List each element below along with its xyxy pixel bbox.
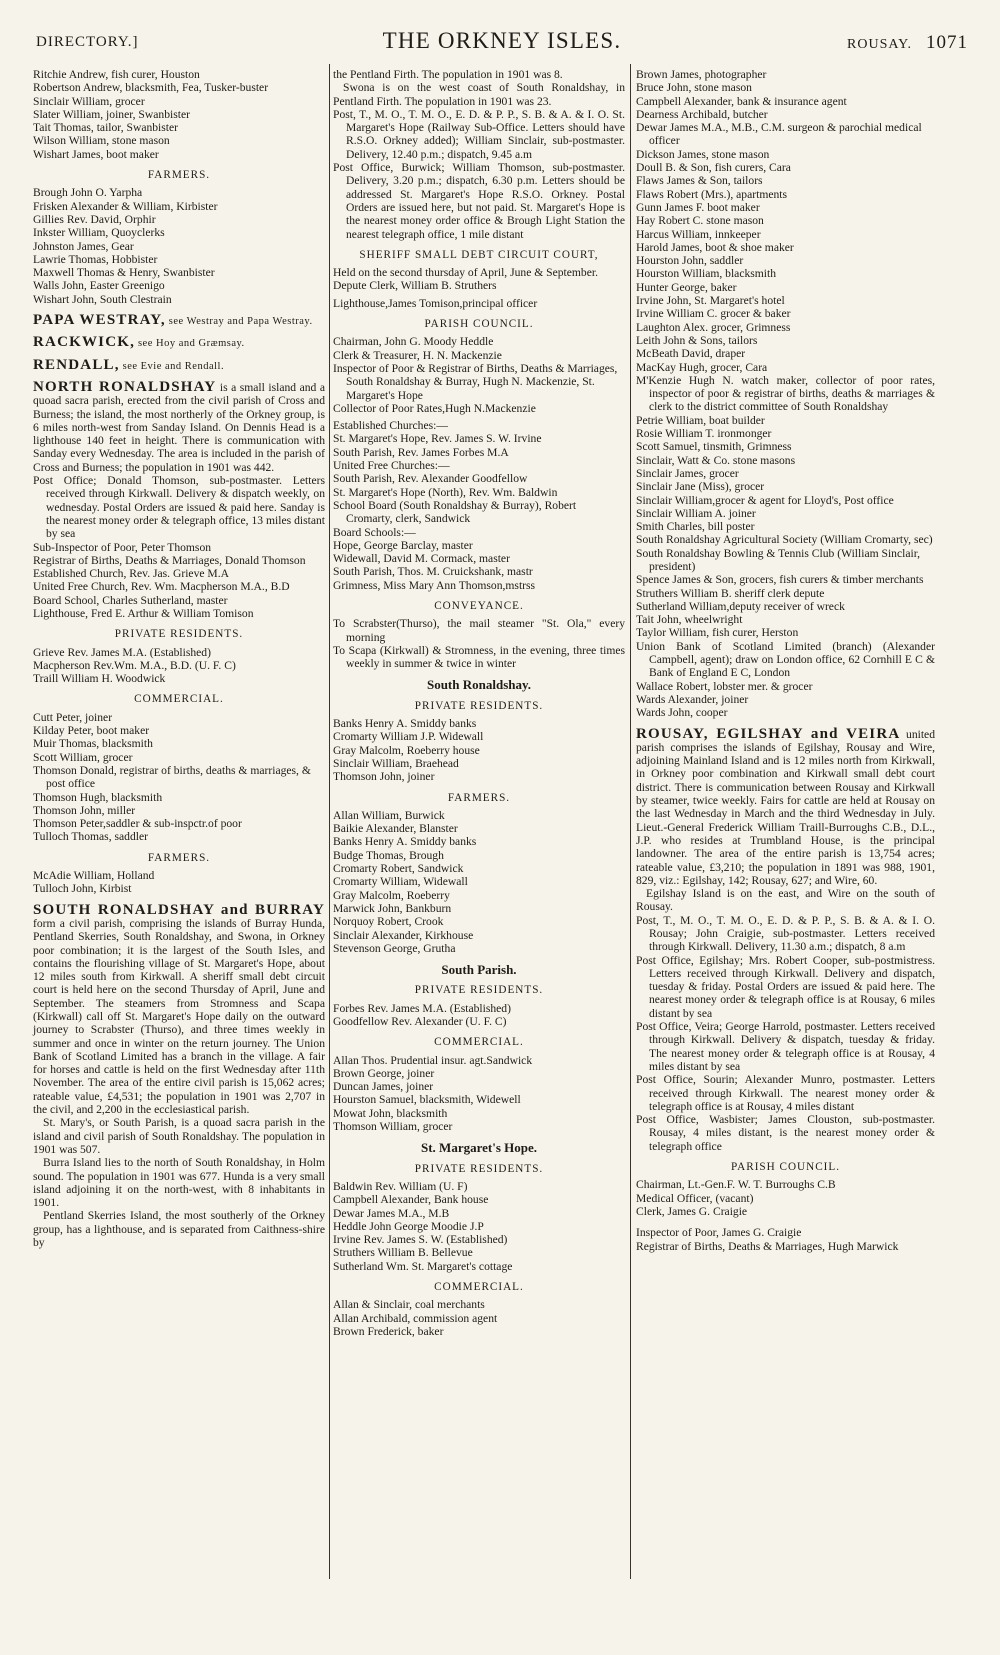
listing-entry: Post Office, Veira; George Harrold, postmaster. Letters received through Kirkwall. Delivery & dispatch, tuesday & friday. The nearest money order & telegraph office is at Rousay, 4 miles distant by sea [636, 1020, 935, 1073]
listing-entry: Heddle John George Moodie J.P [333, 1219, 484, 1233]
listing-entry: Tulloch Thomas, saddler [33, 830, 148, 844]
listing-entry: Post, T., M. O., T. M. O., E. D. & P. P., S. B. & A. & I. O. Rousay; John Craigie, sub-postmaster. Letters received through Kirkwall. Delivery, 11.30 a.m.; dispatch, 8 a.m [636, 913, 935, 954]
listing-entry: Sinclair William A. joiner [636, 506, 756, 520]
listing-entry: Post Office, Egilshay; Mrs. Robert Cooper, sub-postmistress. Letters received through Kirkwall. Delivery and dispatch, tuesday & friday. Postal Orders are issued & paid here. The nearest money order & telegraph office is at Rousay, 6 miles distant by sea [636, 953, 935, 1020]
listing-entry: Gillies Rev. David, Orphir [33, 212, 156, 226]
listing-entry: Grieve Rev. James M.A. (Established) [33, 645, 211, 659]
listing-entry: Wishart John, South Clestrain [33, 292, 172, 306]
section-heading: COMMERCIAL. [434, 1281, 524, 1294]
listing-entry: Post Office, Sourin; Alexander Munro, postmaster. Letters received through Kirkwall. The nearest money order & telegraph office is at Rousay, 4 miles distant [636, 1073, 935, 1113]
listing-entry: Tait John, wheelwright [636, 613, 743, 627]
column-2 [333, 68, 625, 1338]
section-heading: PRIVATE RESIDENTS. [414, 1162, 544, 1175]
section-heading: FARMERS. [147, 169, 211, 182]
column-1 [33, 68, 325, 1249]
listing-entry: Brown Frederick, baker [333, 1324, 444, 1338]
listing-entry: Allan William, Burwick [333, 808, 445, 822]
listing-entry: Widewall, David M. Cormack, master [333, 552, 510, 566]
section-heading: FARMERS. [147, 851, 211, 864]
place-description [636, 725, 935, 888]
listing-entry: Hope, George Barclay, master [333, 538, 473, 552]
listing-entry: Cromarty Robert, Sandwick [333, 862, 464, 876]
listing-entry: Bruce John, stone mason [636, 81, 752, 95]
listing-entry: Muir Thomas, blacksmith [33, 737, 153, 751]
listing-entry: Budge Thomas, Brough [333, 848, 444, 862]
listing-entry: Banks Henry A. Smiddy banks [333, 835, 477, 849]
listing-entry: Traill William H. Woodwick [33, 672, 166, 686]
listing-entry: Post Office; Donald Thomson, sub-postmaster. Letters received through Kirkwall. Delivery & dispatch weekly, on wednesday. Postal Orders are issued & paid here. Sanday is the nearest money order & telegraph office, 13 miles distant by sea [33, 474, 325, 541]
listing-entry: Forbes Rev. James M.A. (Established) [333, 1001, 511, 1015]
listing-entry: Medical Officer, (vacant) [636, 1191, 754, 1205]
listing-entry: Inkster William, Quoyclerks [33, 226, 165, 240]
listing-entry: Clerk, James G. Craigie [636, 1204, 748, 1218]
listing-entry: Union Bank of Scotland Limited (branch) (Alexander Campbell, agent); draw on London office, 62 Cornhill E C & Bank of England E C, London [636, 639, 935, 680]
listing-entry: Lighthouse,James Tomison,principal officer [333, 296, 538, 310]
listing-entry: Lighthouse, Fred E. Arthur & William Tomison [33, 606, 254, 620]
cross-reference [33, 336, 325, 350]
place-description: Burra Island lies to the north of South Ronaldshay, in Holm sound. The population in 1901 was 677. Hunda is a very small island adjoining it on the north-west, with 8 inhabitants in 1901. [33, 1156, 325, 1210]
listing-entry: Thomson Peter,saddler & sub-inspctr.of poor [33, 817, 242, 831]
listing-entry: M'Kenzie Hugh N. watch maker, collector of poor rates, inspector of poor & registrar of births, deaths & marriages & clerk to the district committee of South Ronaldshay [636, 373, 935, 414]
listing-entry: Hay Robert C. stone mason [636, 214, 764, 228]
listing-entry: Cutt Peter, joiner [33, 710, 113, 724]
place-text: form a civil parish, comprising the islands of Burray Hunda, Pentland Skerries, South Ronaldshay, and Swona, in Orkney poor combination; it is the largest of the South Isles, and contains the flourishing village of St. Margaret's Hope, about 12 miles south from Kirkwall. A sheriff small debt circuit court is held here on the second Thursday of April, June and September. The steamers from Stromness and Scapa (Kirkwall) call off St. Margaret's Hope daily on the outward journey to Scrabster (Thurso), and three times weekly in summer and once in winter on the return journey. The Union Bank of Scotland Limited has a branch in the village. A fair for horses and cattle is held on the first Wednesday after 11th November. The area of the entire civil parish is 15,062 acres; rateable value, £4,531; the population in 1901 was 2,707 in the civil, and 2,200 in the ecclesiastical parish. [33, 916, 325, 1117]
section-heading: PARISH COUNCIL. [730, 1161, 841, 1174]
listing-entry: South Parish, Thos. M. Cruickshank, mastr [333, 565, 533, 579]
place-name: SOUTH RONALDSHAY and BURRAY [33, 901, 325, 918]
listing-entry: Hourston Samuel, blacksmith, Widewell [333, 1093, 521, 1107]
listing-entry: Post Office, Burwick; William Thomson, sub-postmaster. Delivery, 3.20 p.m.; dispatch, 6.30 p.m. Letters should be addressed St. Margaret's Hope R.S.O. Orkney. Postal Orders are issued here, but not paid. St. Margaret's Hope is the nearest money order office & Brough Light Station the nearest telegraph office, 1 mile distant [333, 161, 625, 241]
listing-entry: Johnston James, Gear [33, 239, 134, 253]
listing-entry: Petrie William, boat builder [636, 413, 765, 427]
listing-entry: Thomson John, joiner [333, 770, 435, 784]
listing-entry: School Board (South Ronaldshay & Burray), Robert Cromarty, clerk, Sandwick [333, 498, 577, 526]
listing-entry: Laughton Alex. grocer, Grimness [636, 320, 791, 334]
listing-entry: Post Office, Wasbister; James Clouston, sub-postmaster. Rousay, 4 miles distant, is the nearest money order & telegraph office [636, 1113, 935, 1153]
listing-entry: Duncan James, joiner [333, 1080, 434, 1094]
listing-entry: Marwick John, Bankburn [333, 901, 452, 915]
page-title: THE ORKNEY ISLES. [382, 28, 622, 53]
listing-entry: Sinclair Jane (Miss), grocer [636, 480, 765, 494]
listing-entry: Scott Samuel, tinsmith, Grimness [636, 440, 792, 454]
listing-entry: Robertson Andrew, blacksmith, Fea, Tusker-buster [33, 81, 269, 95]
listing-entry: Collector of Poor Rates,Hugh N.Mackenzie [333, 401, 536, 415]
listing-entry: Lawrie Thomas, Hobbister [33, 252, 158, 266]
section-heading: FARMERS. [447, 791, 511, 804]
section-heading: PRIVATE RESIDENTS. [414, 699, 544, 712]
place-description: Pentland Skerries Island, the most southerly of the Orkney group, has a lighthouse, and is separated from Caithness-shire by [33, 1209, 325, 1250]
see-reference: see Evie and Rendall. [122, 360, 225, 372]
listing-entry: Irvine Rev. James S. W. (Established) [333, 1233, 508, 1247]
listing-entry: South Parish, Rev. Alexander Goodfellow [333, 472, 528, 486]
column-divider-1 [329, 64, 330, 1579]
listing-entry: Smith Charles, bill poster [636, 520, 755, 534]
listing-entry: To Scrabster(Thurso), the mail steamer "St. Ola," every morning [333, 617, 625, 644]
listing-entry: Held on the second thursday of April, June & September. [333, 266, 598, 280]
listing-entry: Campbell Alexander, Bank house [333, 1193, 489, 1207]
listing-entry: Cromarty William, Widewall [333, 875, 468, 889]
locality-heading: St. Margaret's Hope. [420, 1140, 538, 1156]
listing-entry: Leith John & Sons, tailors [636, 333, 758, 347]
place-description [33, 901, 325, 1117]
listing-entry: Baikie Alexander, Blanster [333, 822, 458, 836]
listing-entry: Thomson John, miller [33, 803, 136, 817]
listing-entry: St. Margaret's Hope, Rev. James S. W. Irvine [333, 432, 542, 446]
listing-entry: Sinclair James, grocer [636, 466, 739, 480]
listing-entry: Dearness Archibald, butcher [636, 107, 768, 121]
listing-entry: Inspector of Poor, James G. Craigie [636, 1226, 802, 1240]
listing-entry: Gunn James F. boot maker [636, 200, 760, 214]
section-heading: COMMERCIAL. [434, 1036, 524, 1049]
listing-entry: Hourston William, blacksmith [636, 267, 777, 281]
listing-entry: McAdie William, Holland [33, 869, 155, 883]
listing-entry: Sinclair William, Braehead [333, 756, 459, 770]
listing-entry: Registrar of Births, Deaths & Marriages, Hugh Marwick [636, 1239, 899, 1253]
listing-entry: Sinclair Alexander, Kirkhouse [333, 928, 474, 942]
header-right [847, 32, 968, 54]
listing-entry: Registrar of Births, Deaths & Marriages, Donald Thomson [33, 553, 306, 567]
listing-entry: Post, T., M. O., T. M. O., E. D. & P. P., S. B. & A. & I. O. St. Margaret's Hope (Railway Sub-Office. Letters should have R.S.O. Orkney added); William Sinclair, sub-postmaster. Delivery, 12.40 p.m.; dispatch, 9.45 a.m [333, 107, 625, 161]
place-name: NORTH RONALDSHAY [33, 378, 217, 395]
listing-entry: South Ronaldshay Bowling & Tennis Club (William Sinclair, president) [636, 546, 921, 573]
listing-entry: Flaws Robert (Mrs.), apartments [636, 187, 788, 201]
listing-entry: Mowat John, blacksmith [333, 1106, 448, 1120]
place-name: PAPA WESTRAY, [33, 312, 166, 329]
listing-entry: Irvine John, St. Margaret's hotel [636, 294, 785, 308]
listing-entry: Cromarty William J.P. Widewall [333, 730, 484, 744]
place-name: RACKWICK, [33, 334, 136, 351]
listing-entry: Gray Malcolm, Roeberry house [333, 743, 480, 757]
listing-entry: Wallace Robert, lobster mer. & grocer [636, 679, 813, 693]
listing-entry: Wishart James, boot maker [33, 147, 159, 161]
section-heading: CONVEYANCE. [434, 599, 524, 612]
listing-entry: United Free Churches:— [333, 459, 450, 473]
listing-entry: Dewar James M.A., M.B., C.M. surgeon & parochial medical officer [636, 121, 922, 148]
listing-entry: Kilday Peter, boot maker [33, 724, 150, 738]
listing-entry: South Ronaldshay Agricultural Society (William Cromarty, sec) [636, 533, 933, 547]
listing-entry: Allan Archibald, commission agent [333, 1311, 498, 1325]
cross-reference [33, 314, 325, 328]
listing-entry: Spence James & Son, grocers, fish curers & timber merchants [636, 573, 924, 587]
listing-entry: Flaws James & Son, tailors [636, 174, 763, 188]
listing-entry: Maxwell Thomas & Henry, Swanbister [33, 266, 215, 280]
listing-entry: Clerk & Treasurer, H. N. Mackenzie [333, 348, 502, 362]
listing-entry: Hourston John, saddler [636, 254, 744, 268]
listing-entry: Chairman, Lt.-Gen.F. W. T. Burroughs C.B [636, 1178, 836, 1192]
listing-entry: Thomson William, grocer [333, 1120, 453, 1134]
listing-entry: Struthers William B. sheriff clerk depute [636, 586, 825, 600]
listing-entry: Walls John, Easter Greenigo [33, 279, 165, 293]
page-number: 1071 [926, 32, 968, 53]
listing-entry: Established Churches:— [333, 419, 448, 433]
section-name: ROUSAY. [847, 37, 912, 52]
listing-entry: Harold James, boot & shoe maker [636, 240, 794, 254]
listing-entry: Established Church, Rev. Jas. Grieve M.A [33, 567, 229, 581]
listing-entry: Wards John, cooper [636, 706, 728, 720]
listing-entry: Stevenson George, Grutha [333, 941, 456, 955]
listing-entry: South Parish, Rev. James Forbes M.A [333, 445, 509, 459]
listing-entry: Dickson James, stone mason [636, 147, 770, 161]
header-left: DIRECTORY.] [36, 34, 139, 50]
listing-entry: Thomson Hugh, blacksmith [33, 790, 163, 804]
section-heading: PARISH COUNCIL. [424, 318, 534, 331]
listing-entry: Sinclair William,grocer & agent for Lloyd's, Post office [636, 493, 894, 507]
listing-entry: Allan & Sinclair, coal merchants [333, 1298, 485, 1312]
place-text: is a small island and a quoad sacra parish, erected from the civil parish of Cross and Burness; the island, the most northerly of the Orkney group, is 6 miles north-west from Sanday Island. On Dennis Head is a lighthouse 140 feet in height. There is communication with Sanday every Wednesday. The area is included in the parish of Cross and Burness; the population in 1901 was 442. [33, 380, 325, 474]
listing-entry: Harcus William, innkeeper [636, 227, 761, 241]
place-name: ROUSAY, EGILSHAY and VEIRA [636, 725, 901, 742]
section-heading: SHERIFF SMALL DEBT CIRCUIT COURT, [359, 248, 599, 261]
listing-entry: Inspector of Poor & Registrar of Births, Deaths & Marriages, South Ronaldshay & Burray, Hugh N. Mackenzie, St. Margaret's Hope [333, 361, 618, 402]
listing-entry: McBeath David, draper [636, 347, 746, 361]
listing-entry: United Free Church, Rev. Wm. Macpherson M.A., B.D [33, 580, 290, 594]
listing-entry: Macpherson Rev.Wm. M.A., B.D. (U. F. C) [33, 658, 236, 672]
listing-entry: Sutherland Wm. St. Margaret's cottage [333, 1259, 513, 1273]
page-header [36, 28, 968, 58]
place-description: St. Mary's, or South Parish, is a quoad sacra parish in the island and civil parish of South Ronaldshay. The population in 1901 was 507. [33, 1116, 325, 1156]
see-reference: see Hoy and Græmsay. [137, 338, 245, 350]
listing-entry: Board Schools:— [333, 525, 416, 539]
listing-entry: Sutherland William,deputy receiver of wreck [636, 599, 845, 613]
listing-entry: Wilson William, stone mason [33, 134, 170, 148]
listing-entry: Wards Alexander, joiner [636, 692, 749, 706]
listing-entry: Campbell Alexander, bank & insurance agent [636, 94, 847, 108]
listing-entry: Depute Clerk, William B. Struthers [333, 279, 497, 293]
listing-entry: Baldwin Rev. William (U. F) [333, 1179, 468, 1193]
listing-entry: Irvine William C. grocer & baker [636, 307, 791, 321]
place-name: RENDALL, [33, 356, 120, 373]
column-3 [636, 68, 935, 1253]
listing-entry: Chairman, John G. Moody Heddle [333, 335, 494, 349]
listing-entry: Tait Thomas, tailor, Swanbister [33, 121, 179, 135]
listing-entry: Tulloch John, Kirbist [33, 882, 132, 896]
listing-entry: Grimness, Miss Mary Ann Thomson,mstrss [333, 578, 536, 592]
column-divider-2 [630, 64, 631, 1579]
listing-entry: Brough John O. Yarpha [33, 186, 143, 200]
listing-entry: Brown James, photographer [636, 68, 767, 81]
listing-entry: Dewar James M.A., M.B [333, 1206, 450, 1220]
place-description: Swona is on the west coast of South Ronaldshay, in Pentland Firth. The population in 1901 was 23. [333, 81, 625, 108]
listing-entry: Sub-Inspector of Poor, Peter Thomson [33, 540, 212, 554]
listing-entry: Struthers William B. Bellevue [333, 1246, 473, 1260]
listing-entry: Gray Malcolm, Roeberry [333, 888, 450, 902]
place-text: united parish comprises the islands of Egilshay, Rousay and Wire, adjoining Mainland Island and is 12 miles north from Kirkwall, in Orkney poor combination and Kirkwall small debt court district. There is communication between Rousay and Kirkwall by steamer, twice weekly. Fairs for cattle are held at Rousay on the last Wednesday in March and the third Wednesday in July. Lieut.-General Frederick William Traill-Burroughs C.B., D.L., J.P. who resides at Trumbland House, is the principal landowner. The area of the entire parish is 13,754 acres; rateable value, £3,210; the population in 1891 was 988, 1901, 829, viz.: Egilshay, 142; Rousay, 627; and Wire, 60. [636, 727, 935, 887]
listing-entry: Slater William, joiner, Swanbister [33, 107, 190, 121]
listing-entry: Scott William, grocer [33, 750, 133, 764]
place-description [33, 378, 325, 474]
locality-heading: South Parish. [441, 962, 517, 978]
see-reference: see Westray and Papa Westray. [168, 316, 313, 328]
listing-entry: Goodfellow Rev. Alexander (U. F. C) [333, 1015, 507, 1028]
listing-entry: Ritchie Andrew, fish curer, Houston [33, 68, 200, 81]
section-heading: PRIVATE RESIDENTS. [414, 984, 544, 997]
cross-reference [33, 356, 325, 373]
listing-entry: Rosie William T. ironmonger [636, 427, 772, 441]
listing-entry: Board School, Charles Sutherland, master [33, 593, 228, 607]
listing-entry: Banks Henry A. Smiddy banks [333, 717, 477, 731]
listing-entry: Thomson Donald, registrar of births, deaths & marriages, & post office [33, 763, 311, 791]
locality-heading: South Ronaldshay. [426, 677, 532, 693]
listing-entry: Sinclair, Watt & Co. stone masons [636, 453, 796, 467]
listing-entry: Brown George, joiner [333, 1066, 435, 1080]
place-description: the Pentland Firth. The population in 1901 was 8. [333, 68, 563, 81]
listing-entry: Allan Thos. Prudential insur. agt.Sandwick [333, 1053, 533, 1067]
listing-entry: Taylor William, fish curer, Herston [636, 626, 799, 640]
listing-entry: Frisken Alexander & William, Kirbister [33, 199, 218, 213]
listing-entry: To Scapa (Kirkwall) & Stromness, in the evening, three times weekly in summer & twice in winter [333, 643, 625, 671]
listing-entry: Doull B. & Son, fish curers, Cara [636, 161, 791, 175]
listing-entry: St. Margaret's Hope (North), Rev. Wm. Baldwin [333, 485, 558, 499]
listing-entry: Hunter George, baker [636, 280, 737, 294]
section-heading: COMMERCIAL. [134, 693, 224, 706]
listing-entry: Norquoy Robert, Crook [333, 915, 444, 929]
section-heading: PRIVATE RESIDENTS. [114, 628, 244, 641]
listing-entry: MacKay Hugh, grocer, Cara [636, 360, 768, 374]
listing-entry: Sinclair William, grocer [33, 94, 145, 108]
place-description: Egilshay Island is on the east, and Wire on the south of Rousay. [636, 887, 935, 914]
